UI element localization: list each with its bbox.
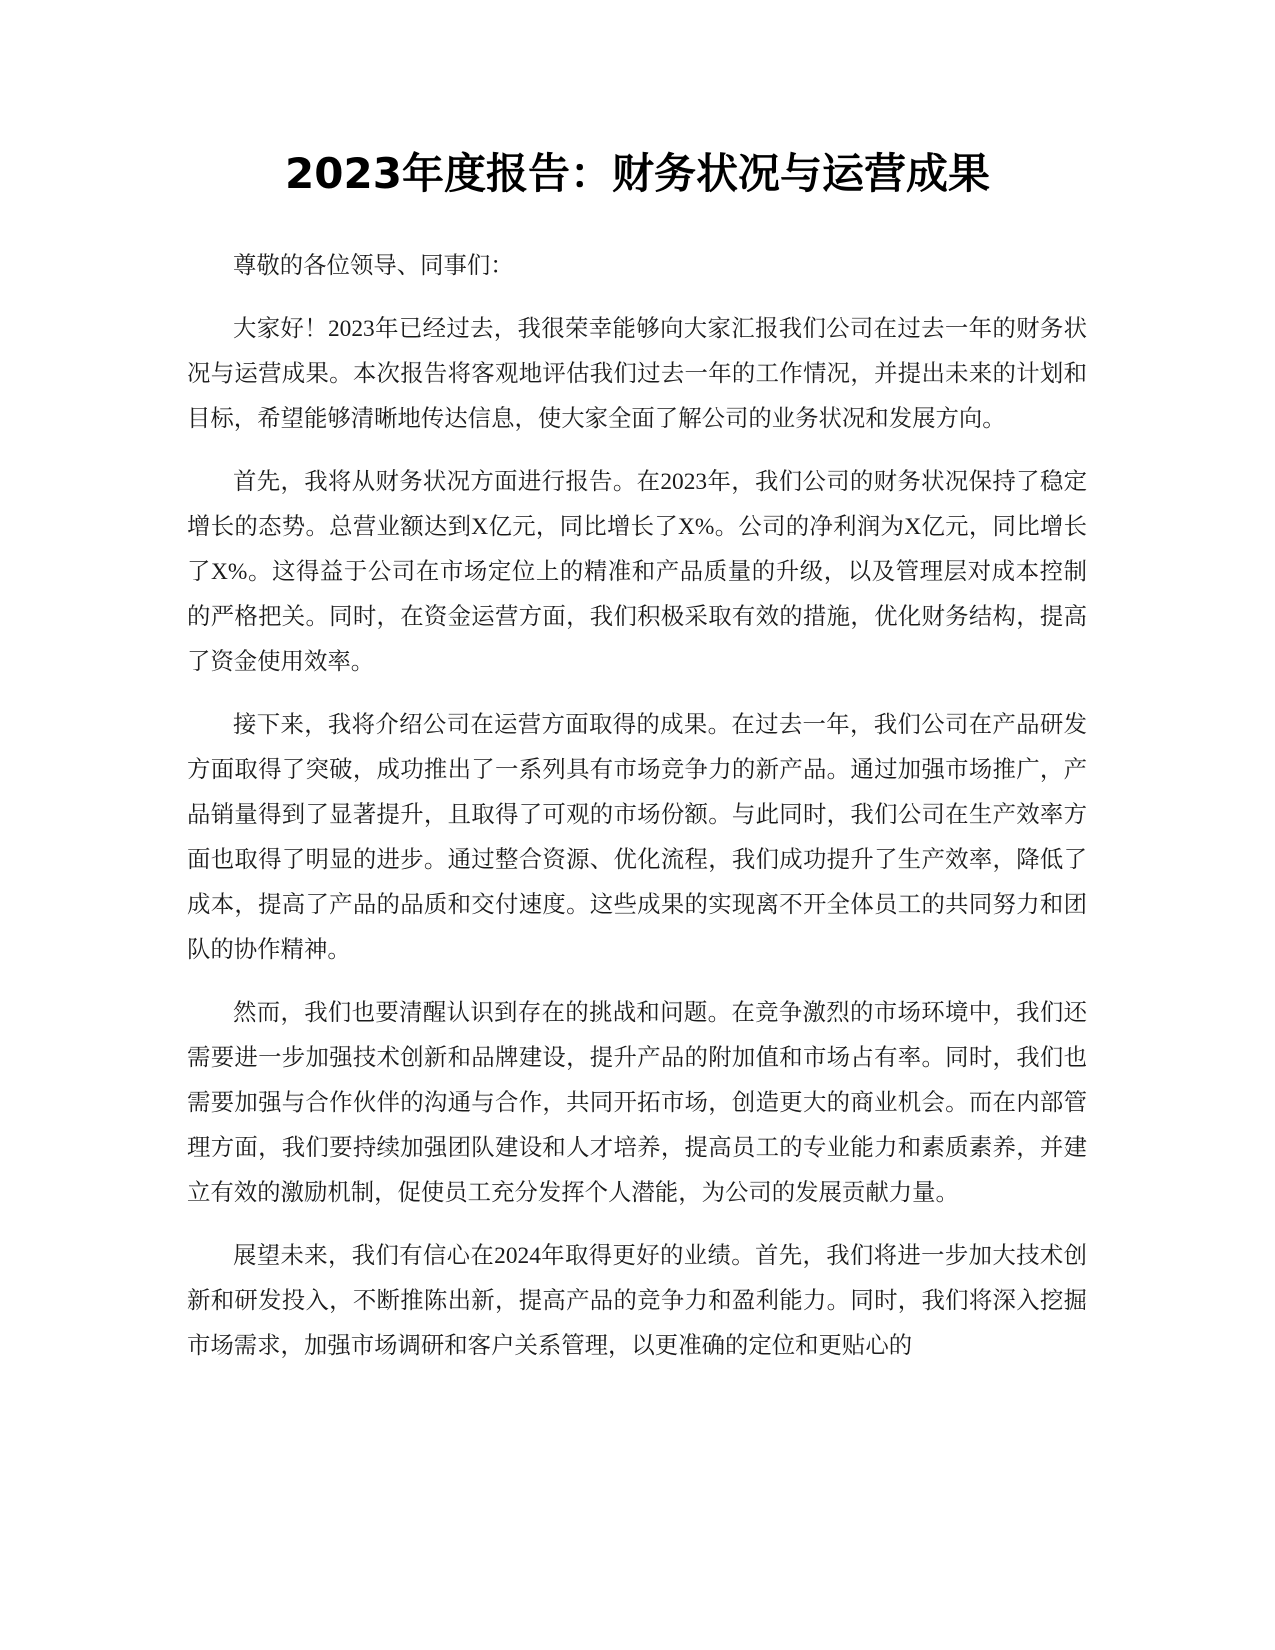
operations-paragraph: 接下来，我将介绍公司在运营方面取得的成果。在过去一年，我们公司在产品研发方面取得了突破，成功推出了一系列具有市场竞争力的新产品。通过加强市场推广，产品销量得到了显著提升，且取得了可观的市场份额。与此同时，我们公司在生产效率方面也取得了明显的进步。通过整合资源、优化流程，我们成功提升了生产效率，降低了成本，提高了产品的品质和交付速度。这些成果的实现离不开全体员工的共同努力和团队的协作精神。 (187, 712, 1087, 963)
financial-paragraph: 首先，我将从财务状况方面进行报告。在2023年，我们公司的财务状况保持了稳定增长的态势。总营业额达到X亿元，同比增长了X%。公司的净利润为X亿元，同比增长了X%。这得益于公司在市场定位上的精准和产品质量的升级，以及管理层对成本控制的严格把关。同时，在资金运营方面，我们积极采取有效的措施，优化财务结构，提高了资金使用效率。 (187, 469, 1087, 675)
document-body (187, 244, 1087, 1387)
salutation-paragraph: 尊敬的各位领导、同事们： (233, 253, 514, 279)
challenges-paragraph: 然而，我们也要清醒认识到存在的挑战和问题。在竞争激烈的市场环境中，我们还需要进一步加强技术创新和品牌建设，提升产品的附加值和市场占有率。同时，我们也需要加强与合作伙伴的沟通与合作，共同开拓市场，创造更大的商业机会。而在内部管理方面，我们要持续加强团队建设和人才培养，提高员工的专业能力和素质素养，并建立有效的激励机制，促使员工充分发挥个人潜能，为公司的发展贡献力量。 (187, 1000, 1087, 1206)
document-title: 2023年度报告：财务状况与运营成果 (285, 149, 990, 198)
outlook-paragraph: 展望未来，我们有信心在2024年取得更好的业绩。首先，我们将进一步加大技术创新和研发投入，不断推陈出新，提高产品的竞争力和盈利能力。同时，我们将深入挖掘市场需求，加强市场调研和客户关系管理，以更准确的定位和更贴心的 (187, 1243, 1087, 1359)
intro-paragraph: 大家好！2023年已经过去，我很荣幸能够向大家汇报我们公司在过去一年的财务状况与运营成果。本次报告将客观地评估我们过去一年的工作情况，并提出未来的计划和目标，希望能够清晰地传达信息，使大家全面了解公司的业务状况和发展方向。 (187, 316, 1087, 432)
